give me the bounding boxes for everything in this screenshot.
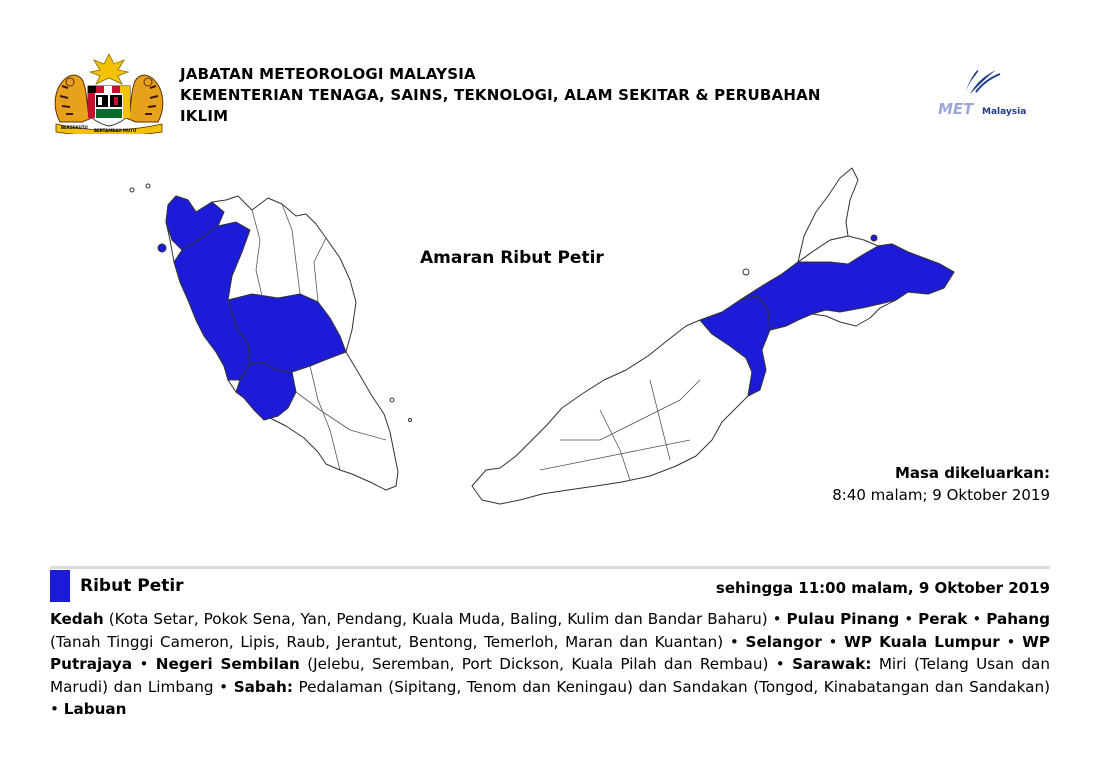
area-state: WP Kuala Lumpur [844, 632, 1000, 651]
area-detail: Miri (Telang Usan dan Marudi) dan Limbang [50, 655, 1050, 696]
section-divider [50, 566, 1050, 569]
area-separator: • [821, 632, 845, 651]
area-state: WP Putrajaya [50, 632, 1050, 673]
area-state: Pulau Pinang [786, 610, 900, 628]
org-name: JABATAN METEOROLOGI MALAYSIA [180, 65, 476, 83]
issued-time-block [832, 462, 1050, 506]
legend-swatch [50, 570, 70, 602]
area-detail: (Jelebu, Seremban, Port Dickson, Kuala Pilah dan Rembau) [299, 655, 769, 673]
ministry-name-line2: IKLIM [180, 107, 229, 125]
legend-label: Ribut Petir [80, 576, 184, 596]
svg-text:Malaysia: Malaysia [982, 107, 1027, 117]
area-separator: • [899, 610, 919, 628]
area-state: Sabah: [233, 677, 293, 696]
area-detail: (Kota Setar, Pokok Sena, Yan, Pendang, Kuala Muda, Baling, Kulim dan Bandar Baharu) [103, 610, 768, 628]
borneo-malaysia-map [472, 168, 954, 504]
sarawak-outline [472, 320, 752, 504]
svg-text:BERSEKUTU: BERSEKUTU [61, 125, 88, 130]
area-state: Kedah [50, 610, 104, 628]
area-detail: Pedalaman (Sipitang, Tenom dan Keningau) dan Sandakan (Tongod, Kinabatangan dan Sandakan) [292, 677, 1050, 696]
area-separator: • [723, 632, 746, 651]
area-separator: • [967, 610, 987, 628]
area-state: Negeri Sembilan [155, 655, 300, 673]
ministry-name-line1: KEMENTERIAN TENAGA, SAINS, TEKNOLOGI, ALAM SEKITAR & PERUBAHAN [180, 86, 821, 104]
issued-time: 8:40 malam; 9 Oktober 2019 [832, 486, 1050, 504]
valid-until: sehingga 11:00 malam, 9 Oktober 2019 [715, 579, 1050, 597]
area-state: Labuan [63, 700, 127, 718]
area-separator: • [50, 700, 64, 718]
map-title: Amaran Ribut Petir [420, 248, 604, 268]
svg-text:BERTAMBAH MUTU: BERTAMBAH MUTU [94, 128, 137, 133]
issued-label: Masa dikeluarkan: [894, 464, 1050, 482]
area-separator: • [768, 655, 793, 673]
area-separator: • [132, 655, 156, 673]
area-separator: • [213, 677, 234, 696]
area-state: Selangor [745, 632, 822, 651]
area-separator: • [767, 610, 787, 628]
area-state: Perak [918, 610, 968, 628]
svg-text:MET: MET [938, 100, 974, 118]
area-state: Pahang [986, 610, 1050, 628]
area-state: Sarawak: [792, 655, 872, 673]
affected-areas-text [50, 608, 1050, 721]
area-separator: • [999, 632, 1023, 651]
peninsular-malaysia-map [130, 184, 412, 490]
area-detail: (Tanah Tinggi Cameron, Lipis, Raub, Jerantut, Bentong, Temerloh, Maran dan Kuantan) [50, 632, 724, 651]
